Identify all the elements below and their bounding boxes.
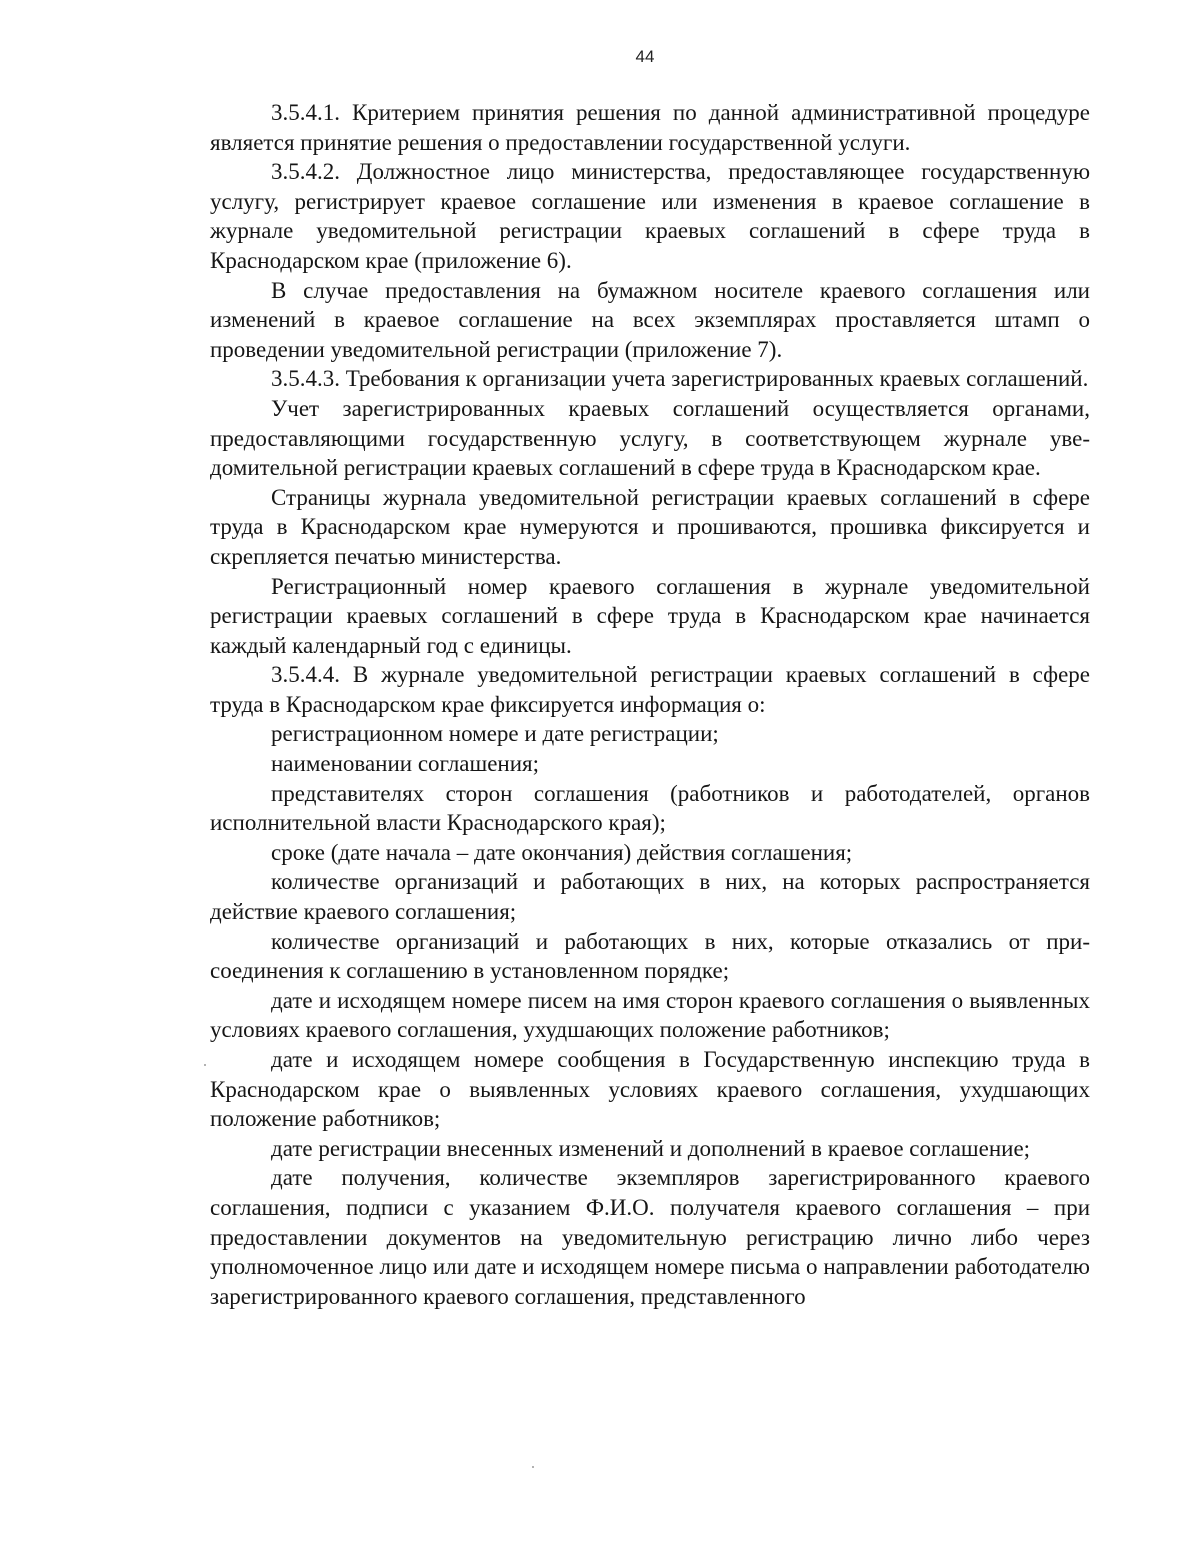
list-item-registration-number: регистрационном номере и дате регистрации; bbox=[271, 721, 719, 747]
list-item-receipt-details: дате получения, количестве экземпляров зарегистрированного краевого соглашения, подписи с указанием Ф.И.О. получателя краевого соглашения – при предоставлении документов на уведомительную регистрацию лично либо через уполномоченное лицо или дате и исходящем номере письма о направлении работодателю зарегистрированного краевого соглашения, представленного bbox=[210, 1165, 1090, 1309]
scan-speck bbox=[532, 1466, 534, 1468]
list-item-labor-inspection-message: дате и исходящем номере сообщения в Государственную инспекцию труда в Краснодарском крае о выявленных условиях краевого соглашения, ухудшающих положение работников; bbox=[210, 1047, 1090, 1132]
paragraph-journal-pages: Страницы журнала уведомительной регистрации краевых соглашений в сфере труда в Краснодарском крае нумеруются и прошиваются, прошивка фиксируется и скрепляется печатью министерства. bbox=[210, 484, 1090, 569]
list-item-amendments-date: дате регистрации внесенных изменений и дополнений в краевое соглашение; bbox=[271, 1135, 1031, 1161]
list-item-refused-organizations: количестве организаций и работающих в них, которые отказались от присоединения к соглашению в установленном порядке; bbox=[210, 928, 1090, 984]
paragraph-registration-number: Регистрационный номер краевого соглашения в журнале уведомительной регистрации краевых соглашений в сфере труда в Краснодарском крае начинается каждый календарный год с единицы. bbox=[210, 573, 1090, 658]
paragraph-3-5-4-1: 3.5.4.1. Критерием принятия решения по данной административной процедуре является принятие решения о предоставлении государственной услуги. bbox=[210, 100, 1090, 155]
list-item-term: сроке (дате начала – дате окончания) действия соглашения; bbox=[271, 839, 853, 865]
paragraph-3-5-4-3: 3.5.4.3. Требования к организации учета зарегистрированных краевых соглашений. bbox=[271, 366, 1089, 392]
paragraph-3-5-4-4: 3.5.4.4. В журнале уведомительной регистрации краевых соглашений в сфере труда в Краснодарском крае фиксируется информация о: bbox=[210, 662, 1090, 717]
list-item-covered-organizations: количестве организаций и работающих в них, на которых распространяется действие краевого соглашения; bbox=[210, 869, 1090, 925]
list-item-agreement-name: наименовании соглашения; bbox=[271, 751, 540, 777]
paragraph-paper-stamp: В случае предоставления на бумажном носителе краевого соглашения или изменений в краевое соглашение на всех экземплярах проставляется штамп о проведении уведомительной регистрации (приложение 7). bbox=[210, 277, 1090, 362]
scan-speck bbox=[204, 1064, 206, 1066]
paragraph-accounting: Учет зарегистрированных краевых соглашений осуществляется органами, предоставляющими государственную услугу, в соответствующем журнале уведомительной регистрации краевых соглашений в сфере труда в Краснодарском крае. bbox=[210, 395, 1090, 481]
body-text bbox=[210, 98, 1090, 1311]
list-item-letters-to-parties: дате и исходящем номере писем на имя сторон краевого соглашения о выявленных условиях краевого соглашения, ухудшающих положение работников; bbox=[210, 987, 1090, 1043]
list-item-parties: представителях сторон соглашения (работников и работодателей, органов исполнительной власти Краснодарского края); bbox=[210, 780, 1090, 836]
page-number: 44 bbox=[635, 47, 655, 66]
paragraph-3-5-4-2: 3.5.4.2. Должностное лицо министерства, предоставляющее государственную услугу, регистрирует краевое соглашение или изменения в краевое соглашение в журнале уведомительной регистрации краевых соглашений в сфере труда в Краснодарском крае (приложение 6). bbox=[210, 159, 1090, 273]
